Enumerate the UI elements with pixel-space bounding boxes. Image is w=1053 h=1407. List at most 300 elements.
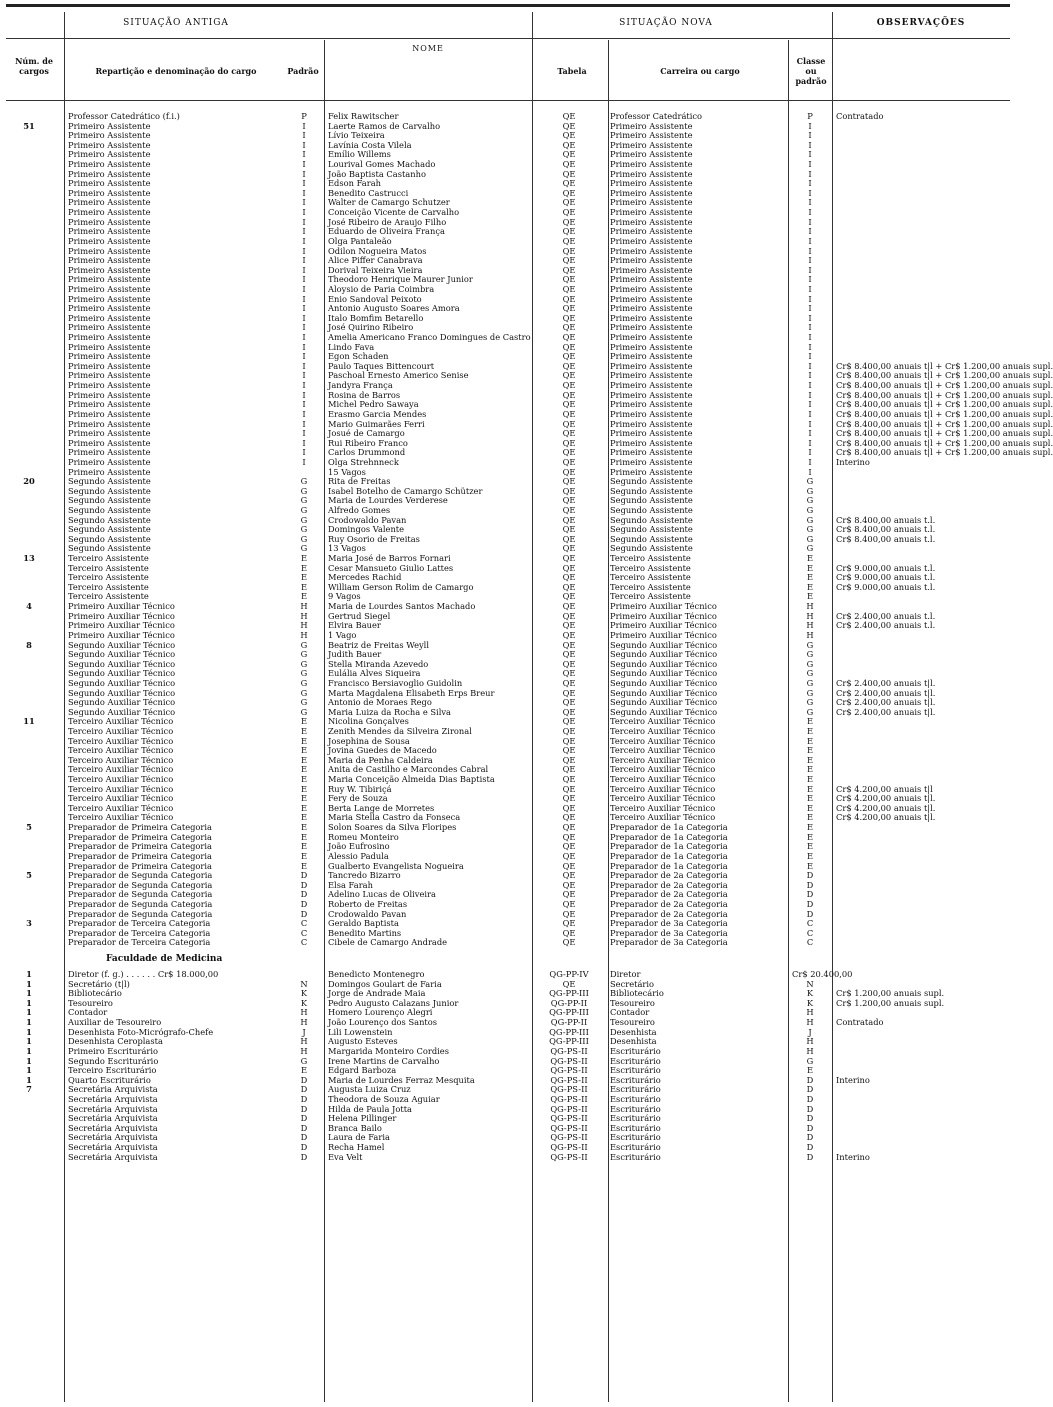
cell-reparticao: Terceiro Auxiliar Técnico [68,735,174,746]
cell-tabela: QE [562,255,576,266]
cell-classe: I [808,149,812,160]
cell-reparticao: Primeiro Assistente [68,293,151,304]
cell-num: 1 [26,1017,32,1028]
cell-carreira: Escriturário [610,1103,661,1114]
cell-classe: E [806,591,814,602]
cell-tabela: QE [562,274,576,285]
cell-classe: I [808,312,812,323]
cell-tabela: QE [562,562,576,573]
cell-classe: E [806,793,814,804]
cell-tabela: QG-PP-IV [549,969,589,980]
cell-nome: Hilda de Paula Jotta [328,1103,412,1114]
cell-classe: I [808,341,812,352]
cell-nome: Antonio de Moraes Rego [328,697,432,708]
cell-nome: Helena Pillinger [328,1113,397,1124]
cell-carreira: Preparador de 3a Categoria [610,918,728,929]
cell-tabela: QE [562,533,576,544]
cell-tabela: QE [562,745,576,756]
cell-padrao: G [300,485,308,496]
cell-classe: E [806,581,814,592]
cell-classe: J [808,1026,812,1037]
cell-reparticao: Terceiro Auxiliar Técnico [68,726,174,736]
cell-classe: G [806,687,814,698]
cell-classe: I [808,187,812,198]
cell-tabela: QE [562,524,576,535]
cell-tabela: QG-PS-II [550,1151,588,1162]
cell-tabela: QE [562,812,576,823]
cell-tabela: QE [562,716,576,727]
cell-nome: Crodowaldo Pavan [328,908,407,919]
cell-reparticao: Terceiro Assistente [68,553,149,564]
cell-classe: I [808,197,812,208]
cell-tabela: QE [562,360,576,371]
cell-carreira: Primeiro Assistente [610,447,693,458]
cell-reparticao: Segundo Assistente [68,533,151,544]
cell-tabela: QE [562,620,576,631]
cell-observacao: Cr$ 8.400,00 anuais t|l + Cr$ 1.200,00 anuais supl. [836,360,1053,371]
cell-reparticao: Terceiro Auxiliar Técnico [68,802,174,813]
cell-carreira: Contador [610,1007,650,1018]
cell-nome: Dorival Teixeira Vieira [328,264,423,275]
cell-observacao: Cr$ 1.200,00 anuais supl. [836,997,945,1008]
cell-carreira: Primeiro Assistente [610,303,693,314]
cell-classe: E [806,572,814,583]
cell-carreira: Diretor [610,969,641,980]
cell-reparticao: Primeiro Assistente [68,456,151,467]
cell-tabela: QG-PS-II [550,1074,588,1085]
cell-classe: H [806,629,814,640]
cell-reparticao: Desenhista Foto-Micrógrafo-Chefe [68,1026,214,1037]
cell-tabela: QE [562,120,576,131]
cell-classe: C [806,927,814,938]
cell-reparticao: Desenhista Ceroplasta [68,1036,163,1047]
cell-carreira: Tesoureiro [610,1017,655,1028]
cell-reparticao: Primeiro Auxiliar Técnico [68,601,175,612]
cell-classe: E [806,774,814,785]
section-title [6,948,1010,970]
cell-num: 11 [23,716,35,727]
cell-nome: Mario Guimarães Ferri [328,418,425,429]
cell-reparticao: Primeiro Assistente [68,207,151,218]
cell-observacao: Cr$ 8.400,00 anuais t|l + Cr$ 1.200,00 anuais supl. [836,418,1053,429]
cell-reparticao: Terceiro Auxiliar Técnico [68,745,174,756]
cell-carreira: Primeiro Assistente [610,408,693,419]
table-row [6,295,1010,305]
cell-padrao: E [300,841,308,852]
cell-nome: Elsa Farah [328,879,373,890]
cell-padrao: D [300,1132,308,1143]
cell-classe: D [806,1113,814,1124]
cell-padrao: I [302,447,306,458]
cell-classe: I [808,360,812,371]
cell-padrao: G [300,687,308,698]
cell-padrao: C [300,918,308,929]
cell-tabela: QE [562,456,576,467]
cell-nome: Theodoro Henrique Maurer Junior [328,274,473,285]
cell-tabela: QG-PP-III [549,1026,589,1037]
cell-padrao: I [302,159,306,170]
cell-num: 1 [26,978,32,989]
cell-classe: G [806,668,814,679]
cell-tabela: QE [562,293,576,304]
cell-reparticao: Segundo Auxiliar Técnico [68,649,176,660]
cell-nome: José Ribeiro de Araujo Filho [328,216,447,227]
cell-nome: Maria Stella Castro da Fonseca [328,812,461,823]
cell-reparticao: Primeiro Assistente [68,235,151,246]
cell-classe: I [808,274,812,285]
cell-padrao: K [300,988,308,999]
cell-reparticao: Terceiro Assistente [68,562,149,573]
cell-nome: Antonio Augusto Soares Amora [328,303,460,314]
cell-carreira: Primeiro Assistente [610,322,693,333]
cell-nome: Roberto de Freitas [328,898,408,909]
cell-padrao: E [300,1065,308,1076]
header-rule-left [6,38,534,39]
cell-reparticao: Preparador de Terceira Categoria [68,937,211,948]
cell-carreira: Segundo Auxiliar Técnico [610,649,718,660]
cell-padrao: G [300,639,308,650]
cell-nome: Lourival Gomes Machado [328,159,436,170]
cell-reparticao: Primeiro Assistente [68,226,151,237]
cell-padrao: D [300,1074,308,1085]
cell-padrao: E [300,850,308,861]
cell-classe: E [806,735,814,746]
cell-tabela: QE [562,130,576,141]
cell-padrao: G [300,677,308,688]
cell-tabela: QE [562,918,576,929]
cell-reparticao: Primeiro Assistente [68,418,151,429]
cell-padrao: E [300,754,308,765]
cell-reparticao: Primeiro Escriturário [68,1045,159,1056]
table-row [6,189,1010,199]
header-situacao-nova: SITUAÇÃO NOVA [619,18,713,28]
cell-reparticao: Secretária Arquivista [68,1113,158,1124]
cell-padrao: I [302,312,306,323]
cell-num: 1 [26,1065,32,1076]
cell-reparticao: Primeiro Assistente [68,197,151,208]
cell-nome: Lili Lowenstein [328,1026,393,1037]
cell-nome: William Gerson Rolim de Camargo [328,581,474,592]
cell-nome: Crodowaldo Pavan [328,514,407,525]
cell-tabela: QG-PS-II [550,1065,588,1076]
cell-padrao: E [300,745,308,756]
cell-nome: Eduardo de Oliveira França [328,226,445,237]
cell-num: 1 [26,997,32,1008]
table-row [6,487,1010,497]
cell-tabela: QE [562,543,576,554]
cell-padrao: I [302,399,306,410]
cell-reparticao: Professor Catedrático (f.i.) [68,111,180,121]
cell-nome: Geraldo Baptista [328,918,399,929]
cell-padrao: E [300,831,308,842]
cell-carreira: Primeiro Assistente [610,428,693,439]
cell-carreira: Segundo Assistente [610,524,693,535]
cell-padrao: E [300,726,308,736]
cell-classe: I [808,245,812,256]
cell-reparticao: Primeiro Assistente [68,216,151,227]
cell-tabela: QE [562,639,576,650]
cell-reparticao: Segundo Assistente [68,543,151,554]
cell-reparticao: Segundo Auxiliar Técnico [68,639,176,650]
cell-reparticao: Segundo Assistente [68,514,151,525]
cell-classe: H [806,620,814,631]
cell-padrao: D [300,908,308,919]
header-carreira: Carreira ou cargo [660,66,740,76]
table-row [6,544,1010,554]
cell-carreira: Desenhista [610,1036,657,1047]
cell-reparticao: Primeiro Assistente [68,274,151,285]
header-situacao-antiga: SITUAÇÃO ANTIGA [123,18,229,28]
table-row [6,535,1010,545]
cell-tabela: QG-PP-III [549,988,589,999]
cell-classe: H [806,610,814,621]
cell-carreira: Segundo Assistente [610,533,693,544]
cell-carreira: Segundo Auxiliar Técnico [610,687,718,698]
cell-padrao: J [302,1026,306,1037]
cell-tabela: QE [562,111,576,121]
cell-reparticao: Preparador de Primeira Categoria [68,822,212,833]
cell-reparticao: Preparador de Segunda Categoria [68,870,213,881]
cell-tabela: QE [562,159,576,170]
cell-carreira: Primeiro Assistente [610,456,693,467]
top-rule [6,4,1010,7]
cell-tabela: QE [562,677,576,688]
cell-nome: Homero Lourenço Alegri [328,1007,433,1018]
cell-num: 4 [26,601,32,612]
cell-tabela: QG-PP-III [549,1007,589,1018]
cell-tabela: QE [562,437,576,448]
header-nome: NOME [412,44,444,53]
cell-nome: Theodora de Souza Aguiar [328,1093,440,1104]
cell-classe: I [808,255,812,266]
cell-padrao: I [302,207,306,218]
cell-carreira: Preparador de 2a Categoria [610,908,728,919]
cell-reparticao: Primeiro Assistente [68,245,151,256]
cell-padrao: I [302,322,306,333]
cell-tabela: QE [562,793,576,804]
cell-reparticao: Primeiro Assistente [68,466,151,477]
cell-padrao: I [302,235,306,246]
cell-carreira: Primeiro Assistente [610,351,693,362]
cell-tabela: QE [562,197,576,208]
cell-classe: D [806,1141,814,1152]
cell-classe: D [806,1074,814,1085]
cell-tabela: QE [562,322,576,333]
cell-carreira: Segundo Auxiliar Técnico [610,668,718,679]
cell-carreira: Terceiro Auxiliar Técnico [610,754,716,765]
cell-reparticao: Bibliotecário [68,988,122,999]
cell-tabela: QE [562,658,576,669]
cell-padrao: I [302,226,306,237]
cell-classe: I [808,428,812,439]
cell-carreira: Preparador de 1a Categoria [610,822,728,833]
cell-nome: 9 Vagos [328,591,361,602]
cell-num: 1 [26,1045,32,1056]
cell-carreira: Terceiro Assistente [610,562,691,573]
cell-tabela: QE [562,264,576,275]
table-row [6,256,1010,266]
cell-classe: K [806,997,814,1008]
cell-reparticao: Primeiro Assistente [68,120,151,131]
cell-padrao: I [302,168,306,179]
cell-padrao: D [300,870,308,881]
cell-num: 1 [26,1007,32,1018]
cell-nome: Maria Luiza da Rocha e Silva [328,706,451,717]
cell-nome: Eva Velt [328,1151,363,1162]
cell-carreira: Preparador de 3a Categoria [610,927,728,938]
cell-reparticao: Segundo Auxiliar Técnico [68,687,176,698]
cell-observacao: Cr$ 8.400,00 anuais t|l + Cr$ 1.200,00 anuais supl. [836,408,1053,419]
cell-padrao: E [300,735,308,746]
cell-padrao: D [300,889,308,900]
cell-nome: Olga Strehnneck [328,456,399,467]
header-tabela: Tabela [557,66,587,76]
cell-padrao: H [300,1017,308,1028]
cell-tabela: QE [562,149,576,160]
cell-nome: Paulo Taques Bittencourt [328,360,435,371]
cell-classe: I [808,399,812,410]
section-assistentes [6,111,1053,948]
cell-nome: Romeu Monteiro [328,831,399,842]
cell-padrao: G [300,476,308,487]
cell-tabela: QE [562,802,576,813]
cell-carreira: Terceiro Assistente [610,591,691,602]
cell-nome: Nicolina Gonçalves [328,716,409,727]
cell-nome: Berta Lange de Morretes [328,802,435,813]
cell-padrao: P [301,111,307,121]
cell-tabela: QE [562,697,576,708]
cell-tabela: QE [562,841,576,852]
cell-reparticao: Terceiro Auxiliar Técnico [68,793,174,804]
cell-reparticao: Secretário (t|l) [68,978,130,989]
cell-classe: G [806,1055,814,1066]
cell-carreira: Terceiro Auxiliar Técnico [610,793,716,804]
cell-carreira: Preparador de 1a Categoria [610,841,728,852]
cell-carreira: Primeiro Assistente [610,360,693,371]
cell-carreira: Segundo Assistente [610,504,693,515]
cell-nome: João Eufrosino [328,841,390,852]
cell-reparticao: Primeiro Assistente [68,255,151,266]
cell-num: 51 [23,120,35,131]
cell-padrao: I [302,149,306,160]
cell-num: 1 [26,1074,32,1085]
cell-classe: E [806,831,814,842]
cell-nome: Jorge de Andrade Maia [328,988,426,999]
cell-observacao: Cr$ 2.400,00 anuais t.l. [836,610,936,621]
cell-nome: Margarida Monteiro Cordies [328,1045,449,1056]
cell-carreira: Primeiro Assistente [610,120,693,131]
cell-carreira: Primeiro Assistente [610,207,693,218]
cell-padrao: G [300,658,308,669]
cell-nome: Tancredo Bizarro [328,870,401,881]
cell-tabela: QE [562,764,576,775]
cell-nome: Walter de Camargo Schutzer [328,197,450,208]
cell-nome: Erasmo Garcia Mendes [328,408,427,419]
cell-nome: Adelino Lucas de Oliveira [328,889,436,900]
table-row [6,179,1010,189]
cell-classe: Cr$ 20.400,00 [792,969,853,980]
cell-padrao: I [302,351,306,362]
cell-classe: G [806,533,814,544]
cell-classe: I [808,322,812,333]
cell-classe: C [806,918,814,929]
cell-reparticao: Primeiro Assistente [68,360,151,371]
cell-tabela: QG-PS-II [550,1132,588,1143]
cell-classe: P [807,111,813,121]
cell-observacao: Cr$ 9.000,00 anuais t.l. [836,581,936,592]
cell-carreira: Terceiro Auxiliar Técnico [610,726,716,736]
cell-observacao: Interino [836,1074,870,1085]
cell-reparticao: Preparador de Segunda Categoria [68,908,213,919]
cell-carreira: Tesoureiro [610,997,655,1008]
cell-classe: I [808,159,812,170]
cell-reparticao: Preparador de Primeira Categoria [68,860,212,871]
cell-reparticao: Primeiro Assistente [68,178,151,189]
cell-tabela: QE [562,668,576,679]
cell-carreira: Segundo Assistente [610,514,693,525]
cell-padrao: I [302,197,306,208]
cell-carreira: Escriturário [610,1055,661,1066]
cell-reparticao: Secretária Arquivista [68,1141,158,1152]
cell-classe: D [806,1151,814,1162]
cell-tabela: QE [562,399,576,410]
cell-reparticao: Terceiro Assistente [68,591,149,602]
cell-nome: Francisco Bersiavoglio Guidolin [328,677,463,688]
cell-num: 8 [26,639,32,650]
table-row [6,583,1010,593]
cell-reparticao: Auxiliar de Tesoureiro [68,1017,162,1028]
cell-carreira: Escriturário [610,1045,661,1056]
cell-tabela: QE [562,601,576,612]
table-row [6,1057,1010,1067]
cell-carreira: Escriturário [610,1113,661,1124]
cell-tabela: QE [562,514,576,525]
cell-padrao: G [300,697,308,708]
cell-reparticao: Quarto Escriturário [68,1074,151,1085]
cell-nome: 13 Vagos [328,543,366,554]
table-row [6,247,1010,257]
cell-observacao: Cr$ 8.400,00 anuais t|l + Cr$ 1.200,00 anuais supl. [836,447,1053,458]
cell-carreira: Primeiro Assistente [610,312,693,323]
table-row [6,458,1010,468]
cell-carreira: Primeiro Assistente [610,216,693,227]
table-row [6,496,1010,506]
cell-num: 5 [26,870,32,881]
cell-nome: Marta Magdalena Elisabeth Erps Breur [328,687,495,698]
cell-padrao: I [302,418,306,429]
cell-carreira: Segundo Auxiliar Técnico [610,639,718,650]
cell-nome: Josué de Camargo [328,428,405,439]
cell-tabela: QE [562,610,576,621]
cell-padrao: G [300,524,308,535]
cell-carreira: Primeiro Assistente [610,380,693,391]
cell-padrao: I [302,428,306,439]
cell-reparticao: Tesoureiro [68,997,113,1008]
cell-carreira: Terceiro Assistente [610,572,691,583]
cell-classe: E [806,860,814,871]
cell-tabela: QE [562,572,576,583]
table-row [6,275,1010,285]
cell-classe: D [806,1132,814,1143]
cell-tabela: QE [562,581,576,592]
cell-nome: Laerte Ramos de Carvalho [328,120,441,131]
cell-carreira: Segundo Assistente [610,495,693,506]
cell-classe: G [806,706,814,717]
cell-observacao: Cr$ 4.200,00 anuais t|l. [836,793,936,804]
cell-tabela: QE [562,687,576,698]
cell-tabela: QE [562,332,576,343]
cell-padrao: I [302,245,306,256]
